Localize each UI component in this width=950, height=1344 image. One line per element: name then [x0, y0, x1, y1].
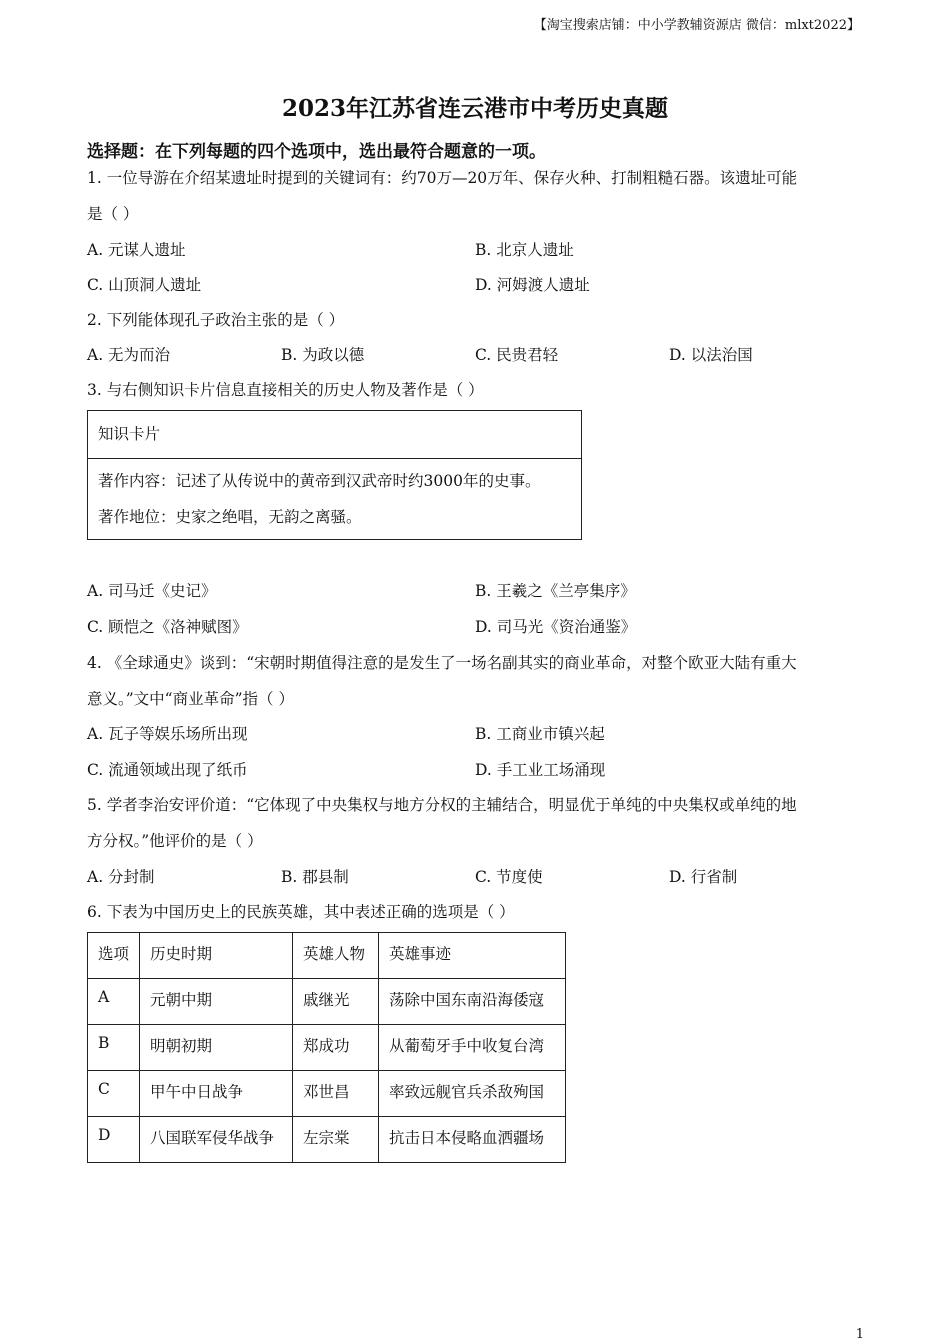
table-cell: 郑成功: [293, 1025, 379, 1071]
question-6-line-1: 6. 下表为中国历史上的民族英雄，其中表述正确的选项是（ ）: [87, 903, 515, 921]
table-header-cell: 英雄事迹: [379, 933, 566, 979]
table-cell: 从葡萄牙手中收复台湾: [379, 1025, 566, 1071]
question-5-line-2: 方分权。”他评价的是（ ）: [87, 832, 263, 850]
question-2-option-a: A. 无为而治: [87, 346, 171, 364]
knowledge-card-content: 著作内容：记述了从传说中的黄帝到汉武帝时约3000年的史事。: [98, 472, 541, 490]
table-header-row: [88, 933, 566, 979]
question-4-line-2: 意义。”文中“商业革命”指（ ）: [87, 690, 294, 708]
table-cell: 元朝中期: [140, 979, 293, 1025]
question-5-option-d: D. 行省制: [669, 868, 738, 886]
table-row: [88, 1071, 566, 1117]
knowledge-card: [87, 410, 582, 540]
section-heading: 选择题：在下列每题的四个选项中，选出最符合题意的一项。: [87, 142, 546, 162]
question-3-option-c: C. 顾恺之《洛神赋图》: [87, 618, 248, 636]
question-4-option-c: C. 流通领域出现了纸币: [87, 761, 248, 779]
question-4-line-1: 4. 《全球通史》谈到：“宋朝时期值得注意的是发生了一场名副其实的商业革命，对整个欧亚大陆有重大: [87, 654, 797, 672]
header-note: 【淘宝搜索店铺：中小学教辅资源店 微信：mlxt2022】: [533, 18, 860, 33]
table-cell: 率致远舰官兵杀敌殉国: [379, 1071, 566, 1117]
table-cell: B: [88, 1025, 140, 1071]
heroes-table: [87, 932, 566, 1163]
table-cell: 明朝初期: [140, 1025, 293, 1071]
question-1-option-d: D. 河姆渡人遗址: [475, 276, 590, 294]
knowledge-card-divider: [88, 458, 581, 459]
question-2-option-d: D. 以法治国: [669, 346, 753, 364]
table-cell: D: [88, 1117, 140, 1163]
table-cell: 戚继光: [293, 979, 379, 1025]
table-cell: 抗击日本侵略血洒疆场: [379, 1117, 566, 1163]
table-cell: A: [88, 979, 140, 1025]
table-row: [88, 1117, 566, 1163]
question-1-option-b: B. 北京人遗址: [475, 241, 574, 259]
question-5-option-b: B. 郡县制: [281, 868, 349, 886]
question-3-option-b: B. 王羲之《兰亭集序》: [475, 582, 636, 600]
question-2-option-b: B. 为政以德: [281, 346, 365, 364]
table-row: [88, 1025, 566, 1071]
question-1-line-1: 1. 一位导游在介绍某遗址时提到的关键词有：约70万—20万年、保存火种、打制粗糙石器。该遗址可能: [87, 169, 798, 187]
question-4-option-d: D. 手工业工场涌现: [475, 761, 606, 779]
question-5-option-a: A. 分封制: [87, 868, 155, 886]
table-header-cell: 选项: [88, 933, 140, 979]
page-number: 1: [855, 1327, 864, 1342]
table-row: [88, 979, 566, 1025]
question-1-option-c: C. 山顶洞人遗址: [87, 276, 202, 294]
question-5-line-1: 5. 学者李治安评价道：“它体现了中央集权与地方分权的主辅结合，明显优于单纯的中央集权或单纯的地: [87, 796, 797, 814]
page-title: 2023年江苏省连云港市中考历史真题: [281, 95, 668, 122]
question-1-option-a: A. 元谋人遗址: [87, 241, 186, 259]
table-cell: 左宗棠: [293, 1117, 379, 1163]
table-cell: 邓世昌: [293, 1071, 379, 1117]
question-4-option-b: B. 工商业市镇兴起: [475, 725, 605, 743]
table-header-cell: 历史时期: [140, 933, 293, 979]
table-cell: 甲午中日战争: [140, 1071, 293, 1117]
table-cell: 八国联军侵华战争: [140, 1117, 293, 1163]
question-3-option-d: D. 司马光《资治通鉴》: [475, 618, 637, 636]
knowledge-card-status: 著作地位：史家之绝唱，无韵之离骚。: [98, 508, 362, 526]
table-cell: C: [88, 1071, 140, 1117]
question-3-line-1: 3. 与右侧知识卡片信息直接相关的历史人物及著作是（ ）: [87, 381, 484, 399]
question-5-option-c: C. 节度使: [475, 868, 543, 886]
knowledge-card-heading: 知识卡片: [98, 425, 161, 443]
question-2-line-1: 2. 下列能体现孔子政治主张的是（ ）: [87, 311, 345, 329]
question-4-option-a: A. 瓦子等娱乐场所出现: [87, 725, 248, 743]
question-1-line-2: 是（ ）: [87, 205, 139, 223]
question-3-option-a: A. 司马迁《史记》: [87, 582, 217, 600]
question-2-option-c: C. 民贵君轻: [475, 346, 559, 364]
table-header-cell: 英雄人物: [293, 933, 379, 979]
table-cell: 荡除中国东南沿海倭寇: [379, 979, 566, 1025]
